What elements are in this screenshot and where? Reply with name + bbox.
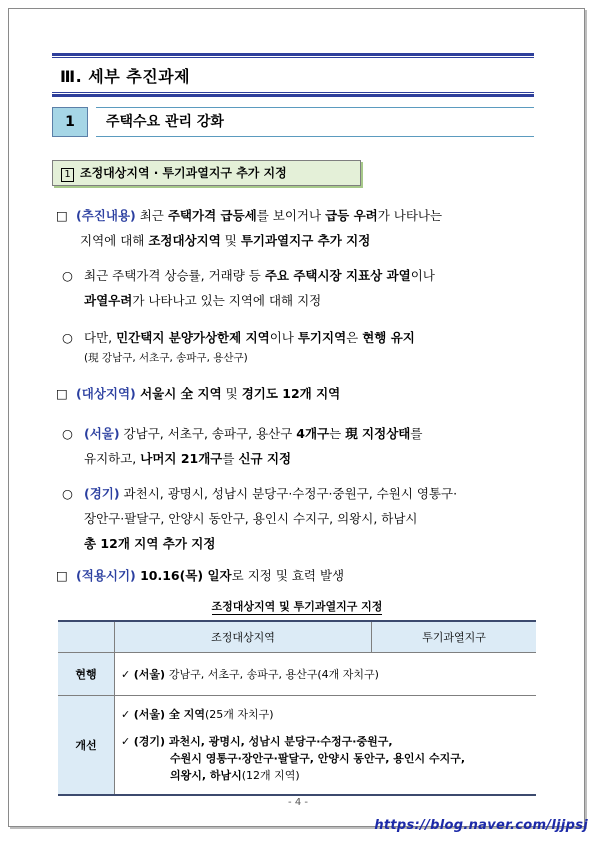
circle-bullet-icon: ○ — [62, 268, 73, 283]
text: 가 나타나는 — [377, 208, 443, 223]
text: 은 — [346, 330, 363, 345]
table-row — [58, 653, 536, 696]
text: 강남구, 서초구, 송파구, 용산구 — [119, 426, 297, 441]
bullet-timing — [56, 563, 536, 588]
sub-label: (서울) — [84, 426, 120, 441]
row-label: 개선 — [58, 696, 115, 796]
check-icon: ✓ — [121, 667, 131, 681]
text: 이나 — [410, 268, 435, 283]
table-row — [58, 696, 536, 796]
text: 를 보이거나 — [256, 208, 326, 223]
text-bold: 급등 우려 — [325, 208, 378, 223]
bullet-label: (추진내용) — [76, 208, 136, 223]
section-header — [52, 53, 534, 97]
section-title: Ⅲ. 세부 추진과제 — [60, 67, 191, 86]
text-bold: 現 지정상태 — [345, 426, 411, 441]
square-bullet-icon: □ — [56, 386, 68, 401]
text: (12개 지역) — [241, 769, 300, 782]
text: 가 나타나고 있는 지역에 대해 지정 — [132, 293, 322, 308]
text-bold: 수원시 영통구·장안구·팔달구, 안양시 동안구, 용인시 수지구, — [170, 752, 466, 765]
table-header-row — [58, 621, 536, 653]
text-bold: 과천시, 광명시, 성남시 분당구·수정구·중원구, — [168, 735, 393, 748]
check-icon: ✓ — [121, 708, 131, 721]
text: 로 지정 및 효력 발생 — [231, 568, 345, 583]
bullet-label: (적용시기) — [76, 568, 136, 583]
text: 과천시, 광명시, 성남시 분당구·수정구·중원구, 수원시 영통구· — [119, 486, 458, 501]
text-bold: (서울) — [133, 667, 169, 681]
text-bold: 조정대상지역 — [148, 233, 221, 248]
subtask-number-icon: 1 — [61, 168, 74, 182]
text: (4개 자치구) — [317, 667, 379, 681]
text-bold: 총 12개 지역 추가 지정 — [84, 536, 216, 551]
text: 강남구, 서초구, 송파구, 용산구 — [168, 667, 318, 681]
text-bold: 신규 지정 — [238, 451, 292, 466]
subtask-title: 조정대상지역 · 투기과열지구 추가 지정 — [80, 166, 287, 180]
bullet-target-area — [56, 381, 536, 406]
task-number-box: 1 — [52, 107, 88, 137]
section-rule-bottom — [52, 94, 534, 97]
sub-item-exception — [62, 325, 542, 366]
row-label: 현행 — [58, 653, 115, 696]
sub-item-indicators — [62, 263, 542, 313]
sub-item-seoul — [62, 421, 542, 471]
check-icon: ✓ — [121, 735, 131, 748]
text: 장안구·팔달구, 안양시 동안구, 용인시 수지구, 의왕시, 하남시 — [84, 511, 418, 526]
text: 최근 주택가격 상승률, 거래량 등 — [84, 268, 265, 283]
sub-label: (경기) — [84, 486, 120, 501]
subtask-box — [52, 160, 361, 186]
text: 최근 — [135, 208, 168, 223]
square-bullet-icon: □ — [56, 208, 68, 223]
table-header-adjustment: 조정대상지역 — [115, 621, 372, 653]
text: 및 — [220, 233, 241, 248]
text-bold: 민간택지 분양가상한제 지역 — [116, 330, 270, 345]
text-bold: 全 지역 — [168, 708, 205, 721]
square-bullet-icon: □ — [56, 568, 68, 583]
text-bold: 나머지 21개구 — [140, 451, 223, 466]
sub-item-gyeonggi — [62, 481, 542, 556]
text-bold: 경기도 12개 지역 — [241, 386, 341, 401]
text-bold: 10.16(목) 일자 — [135, 568, 232, 583]
note: (現 강남구, 서초구, 송파구, 용산구) — [84, 352, 248, 364]
designation-table — [58, 620, 536, 796]
text: 및 — [221, 386, 242, 401]
table-header-blank — [58, 621, 115, 653]
text-bold: 현행 유지 — [362, 330, 415, 345]
text-bold: 투기지역 — [297, 330, 347, 345]
circle-bullet-icon: ○ — [62, 486, 73, 501]
text-bold: 주택가격 급등세 — [167, 208, 257, 223]
task-title: 주택수요 관리 강화 — [96, 107, 534, 137]
text: 다만, — [84, 330, 117, 345]
row-content — [115, 653, 537, 696]
page-number: - 4 - — [288, 797, 308, 808]
text: (25개 자치구) — [204, 708, 274, 721]
circle-bullet-icon: ○ — [62, 330, 73, 345]
text-bold: (경기) — [133, 735, 169, 748]
text: 지역에 대해 — [80, 233, 149, 248]
section-rule-top — [52, 53, 534, 56]
section-rule-bottom-thin — [52, 92, 534, 93]
table-caption — [58, 598, 536, 614]
text-bold: 의왕시, 하남시 — [170, 769, 242, 782]
text: 를 — [410, 426, 423, 441]
text: 를 — [222, 451, 239, 466]
bullet-content — [56, 203, 546, 253]
text: 유지하고, — [84, 451, 141, 466]
row-content — [115, 696, 537, 796]
text: 이나 — [269, 330, 298, 345]
blog-url-watermark: https://blog.naver.com/ljjpsj — [374, 818, 588, 833]
text-bold: 서울시 全 지역 — [135, 386, 222, 401]
text: 는 — [329, 426, 346, 441]
table-header-speculation: 투기과열지구 — [372, 621, 537, 653]
text-bold: 투기과열지구 추가 지정 — [240, 233, 371, 248]
bullet-label: (대상지역) — [76, 386, 136, 401]
text-bold: 과열우려 — [84, 293, 133, 308]
circle-bullet-icon: ○ — [62, 426, 73, 441]
table-caption-text: 조정대상지역 및 투기과열지구 지정 — [211, 600, 383, 613]
text-bold: 4개구 — [296, 426, 330, 441]
text-bold: 주요 주택시장 지표상 과열 — [264, 268, 411, 283]
text-bold: (서울) — [133, 708, 169, 721]
